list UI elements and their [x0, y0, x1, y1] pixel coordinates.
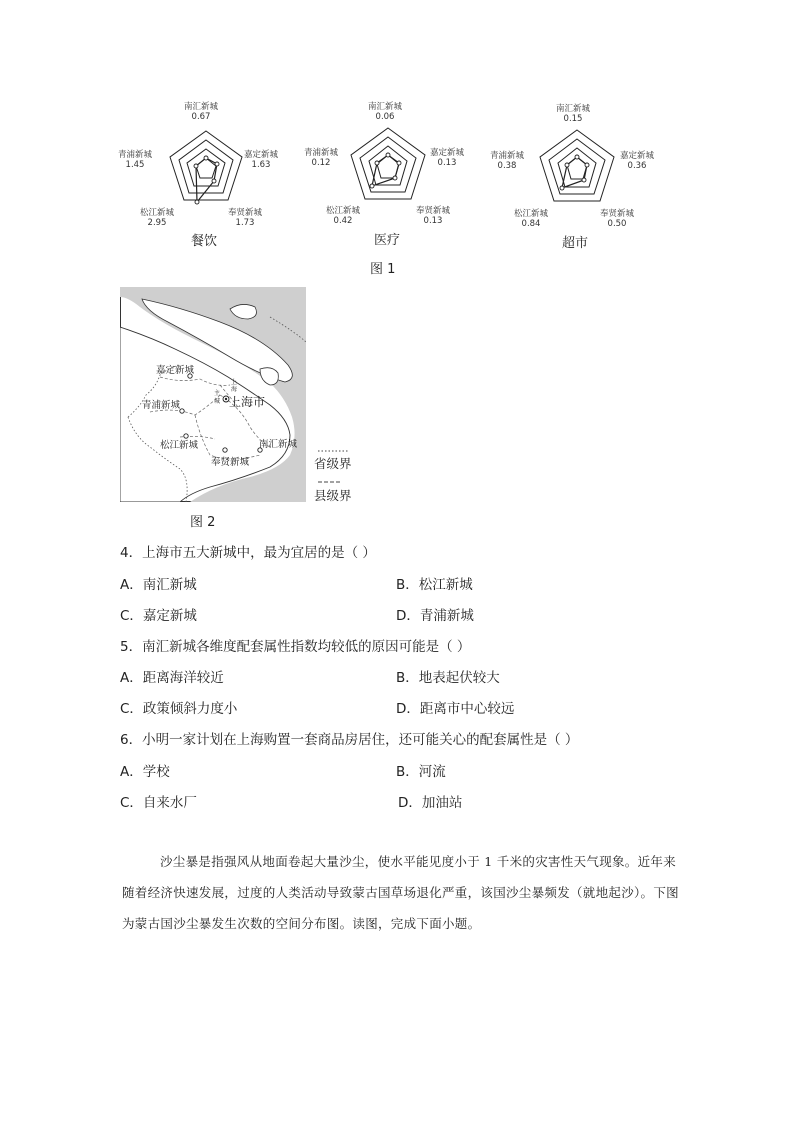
map-svg [120, 287, 306, 502]
radar-title: 餐饮 [191, 234, 218, 249]
shanghai-map [120, 287, 306, 502]
radar-label-value: 0.06 [375, 112, 395, 122]
question-5-option-a: A．距离海洋较近 [120, 670, 224, 686]
radar-label-value: 0.50 [607, 219, 627, 229]
radar-label-value: 1.45 [125, 160, 145, 170]
radar-label-value: 0.13 [437, 158, 457, 168]
map-label-small: 海 [231, 386, 238, 393]
question-5-option-c: C．政策倾斜力度小 [120, 701, 238, 717]
map-label-nanhui: 南汇新城 [259, 439, 298, 450]
radar-label-value: 0.36 [627, 161, 647, 171]
question-6-option-d: D．加油站 [398, 795, 463, 811]
radar-title: 医疗 [374, 233, 401, 248]
radar-label-value: 0.15 [563, 114, 583, 124]
map-label-small: 城 [214, 398, 221, 405]
radar-label-value: 2.95 [147, 218, 167, 228]
question-5-stem: 5．南汇新城各维度配套属性指数均较低的原因可能是（ ） [120, 639, 471, 655]
radar-label-name: 奉贤新城 [416, 206, 451, 216]
question-6-stem: 6．小明一家计划在上海购置一套商品房居住，还可能关心的配套属性是（ ） [120, 732, 579, 748]
radar-label-name: 嘉定新城 [244, 150, 279, 160]
radar-label-value: 0.38 [497, 161, 517, 171]
radar-label-name: 嘉定新城 [430, 148, 465, 158]
radar-label-value: 0.12 [311, 158, 331, 168]
radar-label-name: 南汇新城 [556, 104, 591, 114]
radar-label-name: 南汇新城 [368, 102, 403, 112]
question-4-option-d: D．青浦新城 [396, 608, 474, 624]
radar-label-value: 0.67 [191, 112, 211, 122]
map-label-small: 主 [214, 390, 221, 397]
radar-label-name: 奉贤新城 [600, 209, 635, 219]
radar-label-name: 松江新城 [514, 209, 549, 219]
question-6-option-a: A．学校 [120, 764, 170, 780]
question-5-option-d: D．距离市中心较远 [396, 701, 515, 717]
radar-label-name: 南汇新城 [184, 102, 219, 112]
map-label-jiading: 嘉定新城 [156, 365, 195, 376]
map-label-songjiang: 松江新城 [160, 440, 199, 451]
question-6-option-c: C．自来水厂 [120, 795, 197, 811]
map-label-fengxian: 奉贤新城 [211, 457, 250, 468]
radar-title: 超市 [562, 236, 589, 251]
legend-province: 省级界 [314, 456, 352, 471]
map-label-shanghai: 上海市 [229, 395, 266, 409]
radar-chart-medical [300, 98, 500, 248]
figure1-caption: 图 1 [370, 262, 396, 277]
map-label-qingpu: 青浦新城 [142, 400, 181, 411]
radar-label-value: 0.42 [333, 216, 353, 226]
radar-label-name: 奉贤新城 [228, 208, 263, 218]
radar-label-name: 松江新城 [140, 208, 175, 218]
legend-county: 县级界 [314, 488, 352, 503]
radar-label-value: 0.84 [521, 219, 541, 229]
question-4-option-a: A．南汇新城 [120, 577, 197, 593]
radar-chart-supermarket [490, 98, 690, 251]
passage-text: 沙尘暴是指强风从地面卷起大量沙尘，使水平能见度小于 1 千米的灾害性天气现象。近年来随着经济快速发展，过度的人类活动导致蒙古国草场退化严重，该国沙尘暴频发（就地起沙）。下图为蒙古国沙尘暴发生次数的空间分布图。读图，完成下面小题。 [122, 854, 679, 931]
legend-county-line [318, 479, 340, 485]
radar-chart-catering [118, 98, 318, 248]
radar-label-value: 0.13 [423, 216, 443, 226]
question-4-option-b: B．松江新城 [396, 577, 473, 593]
figure2-caption: 图 2 [190, 515, 216, 530]
radar-label-name: 青浦新城 [118, 150, 153, 160]
question-5-option-b: B．地表起伏较大 [396, 670, 500, 686]
question-4-stem: 4．上海市五大新城中，最为宜居的是（ ） [120, 545, 376, 561]
radar-label-value: 1.63 [251, 160, 271, 170]
radar-label-name: 嘉定新城 [620, 151, 655, 161]
radar-label-name: 松江新城 [326, 206, 361, 216]
radar-label-name: 青浦新城 [304, 148, 339, 158]
radar-label-value: 1.73 [235, 218, 255, 228]
question-6-option-b: B．河流 [396, 764, 446, 780]
radar-label-name: 青浦新城 [490, 151, 525, 161]
question-4-option-c: C．嘉定新城 [120, 608, 197, 624]
map-label-small: 上 [231, 379, 238, 386]
